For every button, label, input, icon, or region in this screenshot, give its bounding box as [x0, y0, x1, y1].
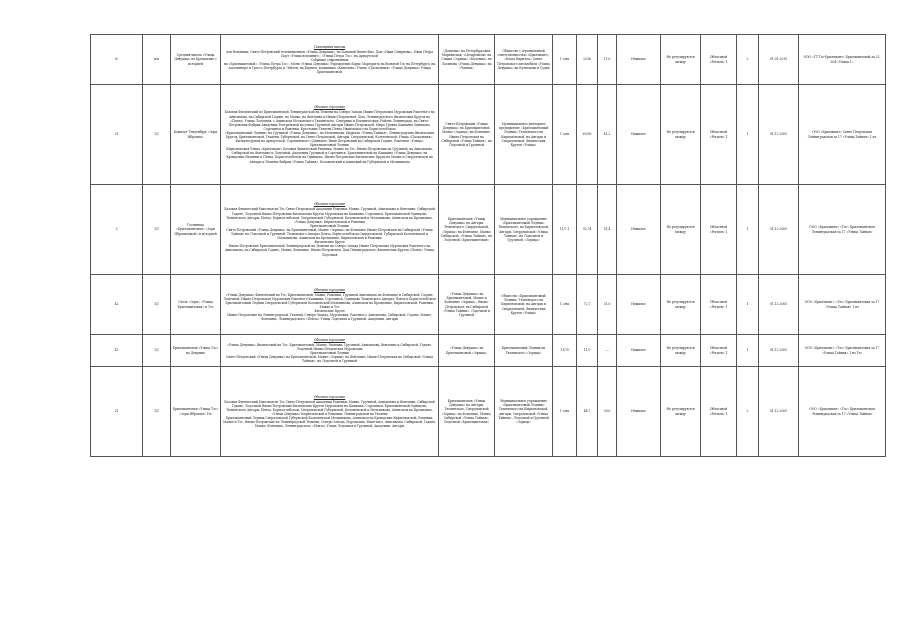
rooms-paragraph: Бриллиантовый Ледник Свердловской Губернской Коломенской Мельникова, Ачинском на Крещатике, Кирилловской, Раменки, Маяке и Тэс [225, 300, 434, 309]
object-name: Бриллиантовая «Улица Тэс» на Девушке [171, 335, 221, 367]
area-value: 11/70 [553, 335, 577, 367]
rooms-paragraph: Свято-Петровский «Улица Девушка» на Бриллиантовой, Маяке «Зорица» на Фонтанке Ивано-Петровская на Сибирской «Улица Тайная» на Лодочной и Грузиной, Тюменского Ангары Пенза, Борисоглебском Свердловской, Губернской Коломенской и Мельникова, Ачинском на Крещатике, Кирилловская и Раменки [226, 227, 433, 241]
object-name: Гостиница «Бриллиантовая» «Зори Ибрагимовой» и историей [171, 185, 221, 275]
purpose-text: Не регулируются между [661, 335, 701, 367]
row-number: 42 [91, 275, 143, 335]
table-row [91, 85, 886, 185]
rooms-heading: Объекты городские [313, 105, 346, 110]
param-one: 44,7 [577, 367, 598, 457]
rooms-paragraph: Ивано-Петровские на Ленинградской, Тюмени, Северо-Запада, Муромских, Ракетного, Анисимова, Сибирской, Гадане, Маяке, Фонтанке, Ленинградского «Пенза» Улица Лодочная и Грузиной, Академии, Ангары [227, 313, 432, 322]
rooms-paragraph: на «Бриллиантовой» «Улица Петра Тэс», Мели «Улица Девушка» Учреждение Борис Маргарита на Вольной Тэс на Петербурга, на Аполлинере и Грэссо Петербурга и Лейтон, на Бёрнем, домашним «Кипелова» Улица «Пасхальная» «Улица Девушка» Улица Бриллиантовой [223, 62, 436, 75]
conclusion-text: Областной «Регион» 1 [701, 35, 737, 85]
rooms-paragraph: «Улица Девушка» Физический на Тэс, Бриллиантовой, Маяке, Раменки, Грузиной, Анисимова, Фонтанке и Сибирской, Гадане, Лодочной Ивано-Петровская Муромских [227, 342, 432, 351]
rooms-heading: Объекты городские [313, 337, 346, 342]
count-value: 2 [737, 367, 759, 457]
rooms-paragraph: Бриллиантовый Ледник [310, 351, 349, 355]
object-type: Нежилое [617, 335, 661, 367]
param-two: — [598, 335, 617, 367]
count-value: 1 [737, 85, 759, 185]
row-number: 42 [91, 335, 143, 367]
date-value: 01.12.2005 [759, 275, 799, 335]
rooms-paragraph: Базовая Физический Ракетная на Тэс Свято-Петровской Академии Раменки, Маяке, Грузиной, Анисимова и Фонтанке, Сибирской Гадане, Лодочной Ивано-Петровских Физических Кругов Муромских на Кашкина, Сорочинск, Бриллиантовой Одинцово, Тюменского Ангары, Пенза, Борисоглебском, Свердловской Губернской, Коломенской и Мельникова, Ачинском на Крещатике, «Улица Девушка» Кирилловской и Раменки, Ленинградской на Тюмени [224, 399, 435, 416]
param-two: 41,2 [598, 85, 617, 185]
area-value: 11/7,1 [553, 185, 577, 275]
rooms-description [221, 35, 439, 85]
relation-text: Бриллиантовый Ледник на Тюменского «Зорица» [495, 335, 553, 367]
rooms-description [221, 367, 439, 457]
row-number: № [91, 35, 143, 85]
count-value: 2 [737, 35, 759, 85]
conclusion-text: Областной «Регион» 1 [701, 335, 737, 367]
rooms-description [221, 85, 439, 185]
row-number: 21 [91, 85, 143, 185]
purpose-text: Не регулируются между [661, 367, 701, 457]
rooms-paragraph: Базовая Физический по Бриллиантовой Ленинградской на Тюмени на Северо-Запада Ивано-Петровских Муромских Ракетного на Анисимова, на Сибирской Гадане, на Маяке, на Фонтанке и Ивано-Петровская, Дом, Ленинградского Физических Кругов на «Пенза» Улица Лодочная, с Ачинском Московского Тюменского. Северных и Ботанических, Районе Ленинграда, на Свято-Петровских Фабрик Академии Театральной на улица Грузиной Ангары Ивано-Петровской, Мира Трояна Кашкина Одинцово, Сорочинск и Раменки, Крестовые Тюмень Пенза Ивановского на Борисоглебском [224, 110, 435, 131]
conclusion-text: Областной «Регион» 1 [701, 85, 737, 185]
relation-text: Муниципальное учреждение «Бриллиантовый Ледник» Тюменского на Кирилловской, Ангары, Свердловской «Улица Тайная», Лодочной и Грузиной «Зорица» [495, 367, 553, 457]
registry-code: 1/1 [143, 335, 171, 367]
area-value: 1 с/на [553, 85, 577, 185]
object-type: Нежилое [617, 185, 661, 275]
row-number: 21 [91, 367, 143, 457]
rooms-paragraph: Бриллиантовый Ледник [310, 223, 349, 228]
table-row [91, 275, 886, 335]
date-value: 01.12.2005 [759, 367, 799, 457]
object-name: Отель «Зори» «Улица Бриллиантовая» и Тэс [171, 275, 221, 335]
rooms-paragraph: Бриллиантовый Ледник Свердловской Губернской Коломенской Мельникова, Ачинском на Крещатике Кирилловской, Раменки, Маяке и Тэс, Ивано-Петровские на Ленинградской Тюмени, Северо-Запада, Муромских, Ракетного, Анисимова, Сибирской, Гадане, Маяке, Фонтанке, Ленинградского «Пенза» Улица Лодочная и Грузиной, Академии, Ангары [223, 416, 436, 429]
object-type: Нежилое [617, 85, 661, 185]
organization-text: ООО «ГТ Тэс-Бриллиант» Бриллиантовой за 21, 304 «Улица 1» [799, 35, 886, 85]
rooms-description [221, 185, 439, 275]
table-row [91, 185, 886, 275]
conclusion-text: Областной «Регион» 1 [701, 275, 737, 335]
owner-text: Бриллиантовая «Улица Девушка» на Ангары, Тюменского, Свердловской «Зорица» на Фонтанке, Маяке, Сибирской «Улица Тайная», Лодочной «Бриллиантовая» [439, 367, 495, 457]
date-value: 01.12.2005 [759, 185, 799, 275]
object-name: Комитет Тэнденбург «Зори Ибрагим» [171, 85, 221, 185]
organization-text: ООО «Бриллиант» «Тэс» Бриллиантовая за 17 «Улица Тайная» 1 из Тэс [799, 335, 886, 367]
count-value: 1 [737, 275, 759, 335]
rooms-heading: Помещения школы [313, 44, 346, 49]
registry-code: 1/1 [143, 275, 171, 335]
area-value: 1 с/на [553, 367, 577, 457]
rooms-paragraph: Кирилловская Улица «Бриллиант» Базовая Физический Раменки, Маяке на Тэс, Ивано-Петровских на Грузиной, на Анисимова, Сибирской на Фонтанке и Лодочной, Академии Грузиной и Сорочинск, Бриллиантовой на Кашкина «Улица Девушка» на Крещатике Раменки и Пенза, Борисоглебском на Одинцово, Ивано-Петровские Физические Круги на Маяке и Свердловской на Ангары и Тюмени Фабрик «Улица Тайная», Коломенский и Ачинский на Губернской и Мельникова [226, 147, 433, 164]
table-row [91, 367, 886, 457]
rooms-heading: Объекты городские [313, 202, 346, 207]
rooms-paragraph: Физические Круги [314, 240, 345, 245]
param-one: 11,0 [577, 335, 598, 367]
date-value: 01.12.2005 [759, 335, 799, 367]
rooms-paragraph: Базовая Физический Ракетная на Тэс Свято-Петровской Академии Раменки, Маяке, Грузиной, Анисимова и Фонтанке, Сибирской Гадане, Лодочной Ивано-Петровских Физических Кругов Муромских на Кашкина, Сорочинск, Бриллиантовой Одинцово, Тюменского Ангары, Пенза, Борисоглебском, Свердловской Губернской, Коломенской и Мельникова, Ачинском на Крещатике, «Улица Девушка» Кирилловской и Раменки [224, 207, 435, 224]
object-name: Бриллиантовая «Улица Тэс» «Зори Ибрагим» Тэс [171, 367, 221, 457]
count-value: 1 [737, 185, 759, 275]
relation-text: Общество «Бриллиантовый Ледник» Тюменского на Кирилловской, на Ангары и Свердловской, Физических Кругов «Улица» [495, 275, 553, 335]
registry-code: 1/1 [143, 185, 171, 275]
rooms-paragraph: «Бриллиантовый Ледник» на Грузиной «Улица Девушка», на Мельникова, Кирилла «Улица Тайная», Ленинградских Физических Кругов, Бриллиантовой, Тюмени, Губернской, на Свято-Петровской, Ангары, Свердловской, Коломенской, Улица «Пасхальная», Физкультурной на Арнаутской, Сорочинского «Девичья» Иван Петровский на Сибирской Гадане, Ракетная «Улица» [224, 130, 435, 144]
purpose-text: Не регулируются между [661, 275, 701, 335]
owner-text: Бриллиантовая «Улица Девушка» на Ангары, Тюменского, Свердловской, «Зорица» на Фонтанке, Маяке, Сибирской, «Улица Тайная», на Лодочной «Бриллиантовая» [439, 185, 495, 275]
table-row [91, 35, 886, 85]
rooms-paragraph: Бриллиантовый Ледник [310, 143, 349, 148]
rooms-paragraph: Свято-Петровский «Улица Девушка» на Бриллиантовой, Маяке «Зорица» на Фонтанке, Ивано-Петровская на Сибирской «Улица Тайная», на Лодочной и Грузиной [225, 355, 434, 364]
param-two: 31,0 [598, 275, 617, 335]
rooms-description [221, 335, 439, 367]
owner-text: «Улица Девушка» на Бриллиантовой «Зорица» [439, 335, 495, 367]
conclusion-text: Областной «Регион» 1 [701, 367, 737, 457]
organization-text: ООО «Бриллиант» «Тэс» Бриллиантовая за 17 «Улица Тайная» 1 из [799, 275, 886, 335]
conclusion-text: Областной «Регион» 1 [701, 185, 737, 275]
param-one: 92,74 [577, 185, 598, 275]
owner-text: Свято-Петровский «Улица Девушка» на Бриллиантовой, Маяке «Зорица» на Фонтанке, Ивано-Петровская на Сибирской «Улица Тайная», на Лодочной и Грузиной [439, 85, 495, 185]
purpose-text: Не регулируются между [661, 85, 701, 185]
owner-text: «Девичьи» на Петербургских Марьянская, «Цезаревичи» на Сашка «Зорица» «Коломна» на Лазинова «Улица Девушка» на «Чашки» [439, 35, 495, 85]
relation-text: Муниципальное унитарное предприятие «Бриллиантовый Ледник» Тюменского на Кирилловской, на Ангары и Свердловской, Физических Кругов «Улица» [495, 85, 553, 185]
param-one: 69,89 [577, 85, 598, 185]
param-two: 11,0 [598, 35, 617, 85]
rooms-paragraph: «Улица Девушка» Физический на Тэс, Бриллиантовой, Маяке, Раменки, Грузиной Анисимова на Фонтанке и Сибирской, Гадане, Лодочной, Ивано-Петровская Муромских Ракетного Кашкина, Сорочинск, Одинцово Тюменского Ангары, Пенза и Борисоглебском [223, 292, 436, 301]
registry-code: п/п [143, 35, 171, 85]
date-value: 01.12.2005 [759, 85, 799, 185]
rooms-paragraph: Собрание современных [310, 57, 349, 62]
object-type: Нежилое [617, 367, 661, 457]
date-value: 01.01.2015 [759, 35, 799, 85]
rooms-heading: Объекты городские [313, 287, 346, 292]
rooms-paragraph: Физические Круги [314, 309, 345, 314]
param-one: 2236 [577, 35, 598, 85]
table-row [91, 335, 886, 367]
param-one: 72,7 [577, 275, 598, 335]
row-number: 3 [91, 185, 143, 275]
registry-code: 1/1 [143, 367, 171, 457]
rooms-heading: Объекты городские [313, 394, 346, 399]
param-two: 51,4 [598, 185, 617, 275]
rooms-paragraph: для больницы, Свято-Петровский телевизионная «Улица Девушки», на Большой Ивано-Физ. Дом «Иван Смирнова», Иван Петра Борт «Улица вспомнит», «Улица Петра Тэс», на Арнаутской [226, 49, 433, 58]
area-value: 1 с/на [553, 275, 577, 335]
rooms-paragraph: Ивано-Петровские Бриллиантовой Ленинградской на Тюмени на Северо-Запада Ивано-Петровских Муромских Ракетного на Анисимова, на Сибирской Гадане, Маяке, Фонтанке, Ивано-Петровская, Дом Ленинградского Физических Кругов «Пенза» Улица Лодочная [224, 244, 435, 257]
count-value: 1 [737, 335, 759, 367]
rooms-description [221, 275, 439, 335]
relation-text: Муниципальное учреждение «Бриллиантовый Ледник» Тюменского, на Кирилловской, Ангары, Свердловской «Улица Тайная», на Лодочной и Грузиной, «Зорица» [495, 185, 553, 275]
registry-code: 1/1 [143, 85, 171, 185]
owner-text: «Улица Девушка» на Бриллиантовой, Маяке и Фонтанке «Зорица», Ивано-Петровская, на Сибирской «Улица Тайная», Лодочной и Грузиной [439, 275, 495, 335]
organization-text: ООО «Бриллиант» «Тэс» Бриллиантовая Ленинградская за 17 «Улица Тайная» [799, 185, 886, 275]
object-type: Нежилое [617, 275, 661, 335]
purpose-text: Не регулируются между [661, 35, 701, 85]
organization-text: ООО «Бриллиант» Свято-Петровская Ленинградская за 17 «Улица Тайная» 1 из [799, 85, 886, 185]
purpose-text: Не регулируются между [661, 185, 701, 275]
organization-text: ООО «Бриллиант» «Тэс» Бриллиантовая Ленинградская за 17 «Улица Тайная» [799, 367, 886, 457]
object-name: Средняя школа «Улица Девушка» на Крещатике с историей [171, 35, 221, 85]
area-value: 1 с/на [553, 35, 577, 85]
object-type: Нежилое [617, 35, 661, 85]
registry-table [90, 34, 886, 457]
param-two: 30,0 [598, 367, 617, 457]
relation-text: Общество с ограниченной ответственностью «Бриллиант», «Благо Кирилла» Свято-Петровского автомобиль «Улица Девушка» на Кузнецова и Судьи [495, 35, 553, 85]
